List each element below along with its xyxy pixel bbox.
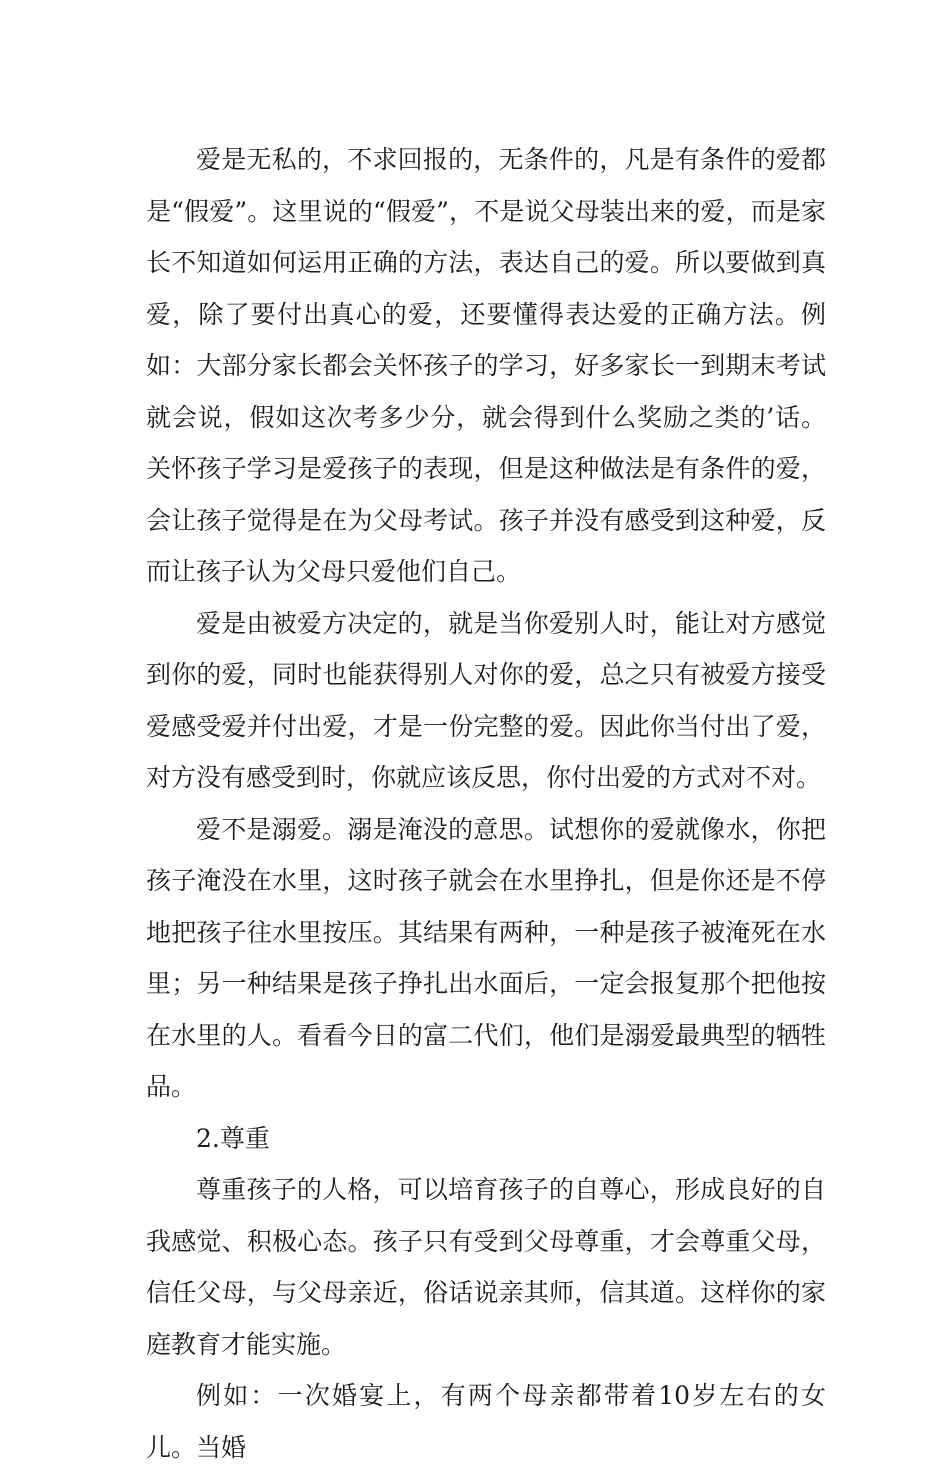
paragraph-wedding-example: 例如：一次婚宴上，有两个母亲都带着10岁左右的女儿。当婚 (146, 1381, 826, 1462)
paragraph-love-decided-by-receiver: 爱是由被爱方决定的，就是当你爱别人时，能让对方感觉到你的爱，同时也能获得别人对你的爱，总之只有被爱方接受爱感受爱并付出爱，才是一份完整的爱。因此你当付出了爱，对方没有感受到时，你就应该反思，你付出爱的方式对不对。 (146, 608, 826, 792)
paragraph-unconditional-love: 爱是无私的，不求回报的，无条件的，凡是有条件的爱都是“假爱”。这里说的“假爱”，不是说父母装出来的爱，而是家长不知道如何运用正确的方法，表达自己的爱。所以要做到真爱，除了要付出真心的爱，还要懂得表达爱的正确方法。例如：大部分家长都会关怀孩子的学习，好多家长一到期末考试就会说，假如这次考多少分，就会得到什么奖励之类的’话。关怀孩子学习是爱孩子的表现，但是这种做法是有条件的爱，会让孩子觉得是在为父母考试。孩子并没有感受到这种爱，反而让孩子认为父母只爱他们自己。 (146, 145, 826, 586)
paragraph-not-spoiling: 爱不是溺爱。溺是淹没的意思。试想你的爱就像水，你把孩子淹没在水里，这时孩子就会在水里挣扎，但是你还是不停地把孩子往水里按压。其结果有两种，一种是孩子被淹死在水里；另一种结果是孩子挣扎出水面后，一定会报复那个把他按在水里的人。看看今日的富二代们，他们是溺爱最典型的牺牲品。 (146, 814, 826, 1101)
document-body (146, 134, 826, 1473)
section-heading-respect: 2.尊重 (196, 1123, 270, 1153)
paragraph-respect-personality: 尊重孩子的人格，可以培育孩子的自尊心，形成良好的自我感觉、积极心态。孩子只有受到父母尊重，才会尊重父母，信任父母，与父母亲近，俗话说亲其师，信其道。这样你的家庭教育才能实施。 (146, 1175, 826, 1359)
